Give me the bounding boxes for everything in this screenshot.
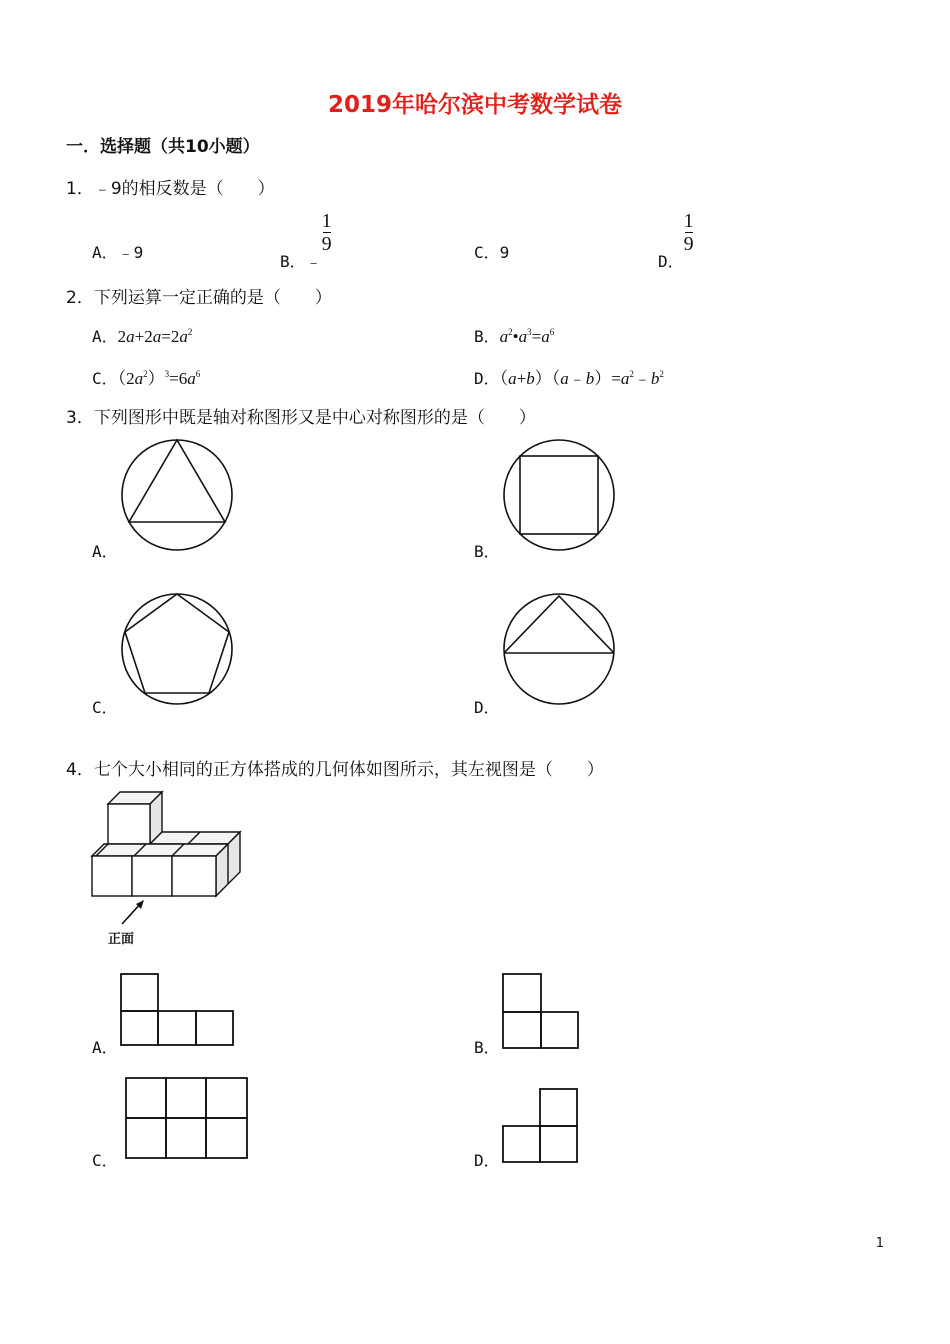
q1-option-d-numerator: 1 [683, 210, 694, 232]
q3-figure-a-circle-triangle [118, 438, 236, 554]
q1-option-d-label: D． [658, 252, 684, 271]
q2-option-b-expression: $a^2•a^3=a^6$ [499, 327, 555, 346]
q1-option-b-numerator: 1 [321, 210, 332, 232]
q4-option-b-label: B． [474, 1038, 500, 1057]
q3-option-d-label: D． [474, 698, 500, 717]
q3-option-b-label: B． [474, 542, 500, 561]
q2-option-a-label: A． [92, 327, 118, 346]
front-arrow-icon [112, 898, 152, 928]
q2-option-d-expression: $(a+b)(a﹣b)=a^2﹣b^2$ [499, 369, 664, 388]
question-3-stem: 3．下列图形中既是轴对称图形又是中心对称图形的是（ ） [66, 408, 536, 428]
q2-option-c [92, 364, 200, 389]
q1-option-d [658, 210, 694, 271]
q2-option-b-label: B． [474, 327, 500, 346]
q1-option-a-text: ﹣9 [117, 243, 144, 262]
q1-option-b-sign: ﹣ [305, 252, 322, 271]
q2-option-a [92, 324, 192, 347]
q3-figure-c-circle-pentagon [118, 592, 236, 708]
q2-option-c-expression: $(2a^2)^3=6a^6$ [117, 369, 201, 388]
q3-option-c-label: C． [92, 698, 118, 717]
q3-option-a-label: A． [92, 542, 118, 561]
q1-option-c [474, 240, 509, 263]
q4-option-c-label: C． [92, 1151, 118, 1170]
q4-option-a-label: A． [92, 1038, 118, 1057]
page-title: 2019年哈尔滨中考数学试卷 [327, 92, 622, 118]
page-number: 1 [875, 1236, 884, 1251]
q4-view-c-grid [122, 1074, 252, 1162]
q1-option-b-denominator: 9 [321, 233, 332, 255]
section-heading: 一．选择题（共10小题） [66, 137, 260, 157]
q4-view-a-grid [118, 970, 238, 1050]
q2-option-d [474, 364, 664, 389]
q1-option-c-label: C． [474, 243, 500, 262]
q2-option-b [474, 324, 554, 347]
q1-option-a-label: A． [92, 243, 118, 262]
q4-option-d-label: D． [474, 1151, 500, 1170]
front-view-label: 正面 [108, 932, 135, 947]
q4-view-b-grid [500, 970, 584, 1056]
q4-cube-stack-figure [88, 786, 248, 906]
q4-view-d-grid [500, 1086, 584, 1168]
q1-option-d-fraction [684, 210, 694, 255]
q2-option-a-expression: $2a+2a=2a^2$ [117, 327, 193, 346]
q2-option-c-label: C． [92, 369, 118, 388]
q3-figure-d-circle-semicircle-triangle [500, 592, 618, 708]
question-4-stem: 4．七个大小相同的正方体搭成的几何体如图所示，其左视图是（ ） [66, 760, 604, 780]
q3-figure-b-circle-square [500, 438, 618, 554]
question-2-stem: 2．下列运算一定正确的是（ ） [66, 288, 332, 308]
question-1-stem: 1．﹣9的相反数是（ ） [66, 179, 275, 199]
q1-option-b-label: B． [280, 252, 306, 271]
q1-option-c-text: 9 [499, 243, 510, 262]
q1-option-a [92, 240, 143, 263]
q1-option-d-denominator: 9 [683, 233, 694, 255]
q2-option-d-label: D． [474, 369, 500, 388]
q1-option-b-fraction [322, 210, 332, 255]
q1-option-b [280, 210, 332, 271]
